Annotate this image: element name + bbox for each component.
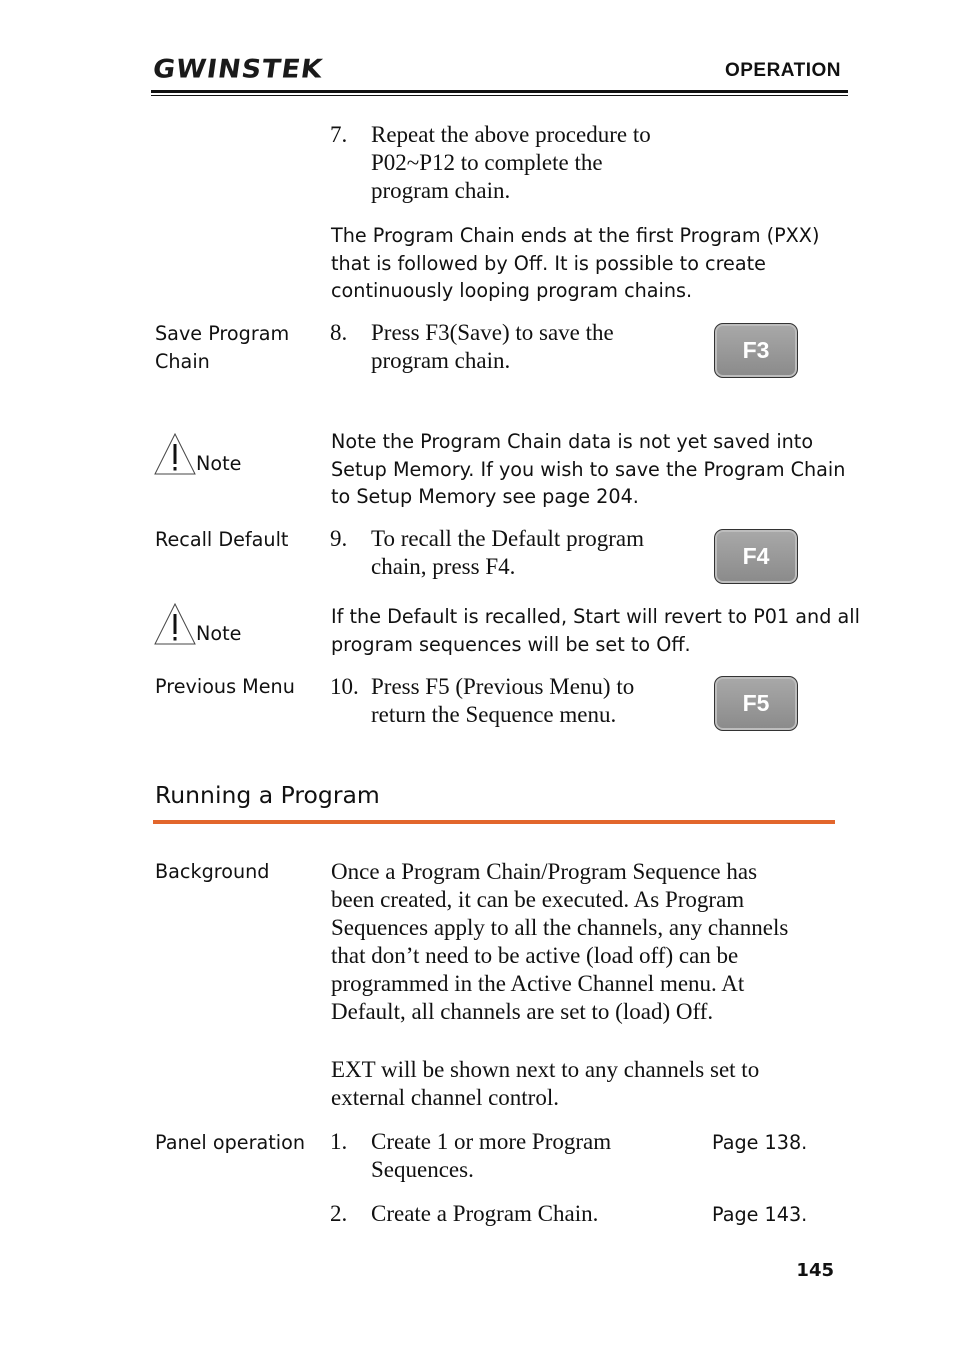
note-line: If the Default is recalled, Start will revert to P01 and all [331,605,860,628]
panel-operation-label: Panel operation [155,1131,305,1154]
step-number: 7. [330,122,348,147]
note-label: Note [196,452,242,475]
header-rule [151,90,848,93]
f5-key-icon: F5 [714,676,798,731]
step-line: program chain. [371,348,511,373]
note-setup-memory-text [331,428,845,511]
background-paragraph-1 [331,858,788,1026]
paragraph-line: programmed in the Active Channel menu. At [331,971,745,996]
step-line: Press F5 (Previous Menu) to [371,674,635,699]
paragraph-line: Sequences apply to all the channels, any channels [331,915,789,940]
step-line: Press F3(Save) to save the [371,320,614,345]
note-default-recall-text [331,603,860,658]
section-title-rule [153,820,835,824]
background-label: Background [155,860,270,883]
paragraph-line: that is followed by Off. It is possible to create [331,251,766,275]
step-text [371,121,651,205]
step-number: 10. [330,674,359,699]
step-line: Create a Program Chain. [371,1201,599,1226]
paragraph-line: been created, it can be executed. As Program [331,887,745,912]
step-number: 8. [330,320,348,345]
previous-menu-label: Previous Menu [155,675,295,698]
label-line: Chain [155,349,210,373]
note-line: Note the Program Chain data is not yet saved into [331,430,814,453]
step-text [371,673,634,729]
paragraph-line: The Program Chain ends at the first Program (PXX) [331,224,820,247]
label-line: Save Program [155,322,290,345]
paragraph-line: external channel control. [331,1085,559,1110]
f3-key-icon: F3 [714,323,798,378]
step-line: chain, press F4. [371,554,516,579]
step-line: To recall the Default program [371,526,644,551]
step-line: program chain. [371,178,511,203]
note-line: program sequences will be set to Off. [331,632,691,656]
recall-default-label: Recall Default [155,528,289,551]
section-header: OPERATION [724,60,841,81]
step-number: 1. [330,1129,348,1154]
background-paragraph-2 [331,1056,759,1112]
step-text [371,319,614,375]
note-line: Setup Memory. If you wish to save the Program Chain [331,457,846,481]
step-line: return the Sequence menu. [371,702,617,727]
step-number: 2. [330,1201,348,1226]
paragraph-line: continuously looping program chains. [331,279,693,302]
step-text [371,1200,598,1228]
page-reference: Page 143. [712,1203,808,1226]
paragraph-line: Default, all channels are set to (load) Off. [331,999,714,1024]
header-rule-thin [151,95,848,96]
step-line: Sequences. [371,1157,474,1182]
step-line: P02~P12 to complete the [371,150,603,175]
note-callout [154,602,264,650]
section-title: Running a Program [155,781,380,809]
step-line: Create 1 or more Program [371,1129,612,1154]
paragraph-line: that don’t need to be active (load off) can be [331,943,739,968]
page-reference: Page 138. [712,1131,808,1154]
chain-end-paragraph [331,222,819,305]
step-text [371,525,644,581]
gwinstek-logo: GWINSTEK [150,54,325,85]
step-number: 9. [330,526,348,551]
note-callout [154,432,264,480]
save-program-chain-label [155,320,289,375]
warning-triangle-icon [154,602,196,646]
warning-triangle-icon [154,432,196,476]
page-number: 145 [796,1260,834,1281]
step-text [371,1128,611,1184]
paragraph-line: Once a Program Chain/Program Sequence has [331,859,758,884]
note-label: Note [196,622,242,645]
f4-key-icon: F4 [714,529,798,584]
note-line: to Setup Memory see page 204. [331,485,639,508]
step-line: Repeat the above procedure to [371,122,651,147]
paragraph-line: EXT will be shown next to any channels set to [331,1057,760,1082]
